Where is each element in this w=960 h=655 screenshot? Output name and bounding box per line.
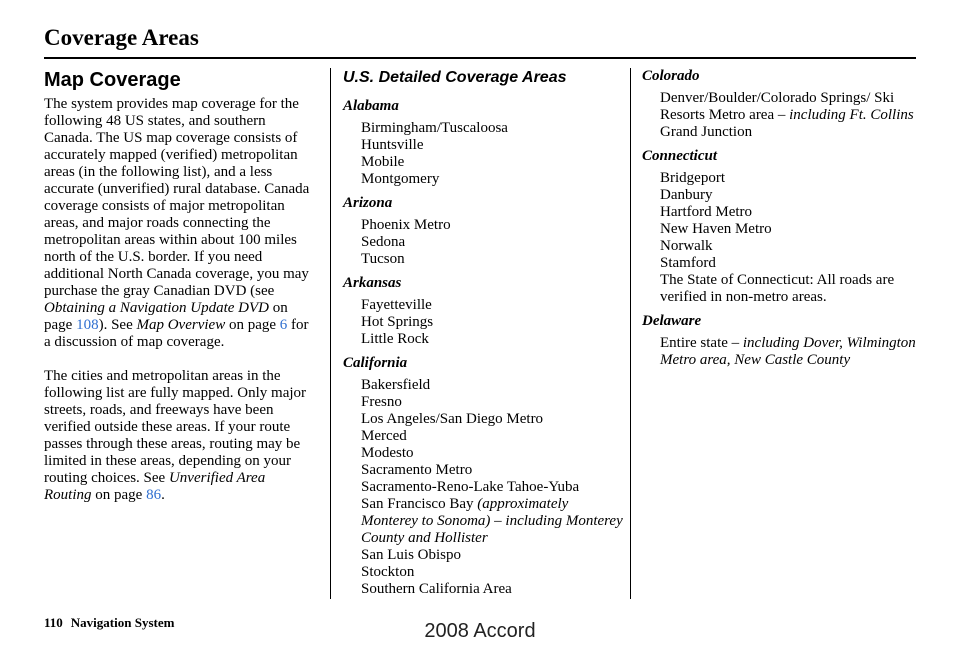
state-connecticut: Connecticut bbox=[642, 148, 718, 164]
verified-text-2: on page bbox=[91, 487, 147, 503]
page-number: 110 bbox=[44, 615, 63, 630]
city-item: Phoenix Metro bbox=[361, 217, 451, 233]
city-item: Little Rock bbox=[361, 331, 429, 347]
city-item: Mobile bbox=[361, 154, 405, 170]
city-item-entire-state bbox=[660, 335, 922, 369]
city-item: Stockton bbox=[361, 564, 415, 580]
denver-detail: including Ft. Collins bbox=[789, 107, 914, 123]
intro-ref-map-overview: Map Overview bbox=[136, 317, 226, 333]
city-item: Fayetteville bbox=[361, 297, 432, 313]
city-item-san-francisco bbox=[361, 496, 623, 547]
city-item: The State of Connecticut: All roads are verified in non-metro areas. bbox=[660, 272, 895, 305]
intro-text-5: for a discussion of map coverage. bbox=[44, 317, 309, 350]
us-coverage-heading: U.S. Detailed Coverage Areas bbox=[343, 69, 567, 86]
arizona-city-list bbox=[343, 217, 623, 268]
state-arizona: Arizona bbox=[343, 195, 393, 211]
city-item-denver bbox=[660, 90, 922, 124]
city-item: Bakersfield bbox=[361, 377, 431, 393]
city-item: Birmingham/Tuscaloosa bbox=[361, 120, 508, 136]
city-item: New Haven Metro bbox=[660, 221, 772, 237]
page-link-6[interactable]: 6 bbox=[279, 317, 288, 333]
entire-state-name: Entire state – bbox=[660, 335, 743, 351]
watermark: 2008 Accord bbox=[424, 620, 536, 642]
verified-text-1: The cities and metropolitan areas in the following list are fully mapped. Only major streets, roads, and freeways have been verified outside these areas. If your route passes through these areas, routing may be limited in these areas, depending on your routing choices. See bbox=[44, 368, 307, 486]
column-divider-1 bbox=[330, 68, 331, 599]
city-item: Grand Junction bbox=[660, 124, 753, 140]
city-item: Danbury bbox=[660, 187, 713, 203]
sf-bay-detail: (approximately Monterey to Sonoma) – including Monterey County and Hollister bbox=[361, 496, 623, 546]
sf-bay-name: San Francisco Bay bbox=[361, 496, 478, 512]
intro-text-4: on page bbox=[225, 317, 280, 333]
title-rule bbox=[44, 57, 916, 59]
city-item: Southern California Area bbox=[361, 581, 512, 597]
map-coverage-heading: Map Coverage bbox=[44, 69, 181, 91]
city-item: Hot Springs bbox=[361, 314, 434, 330]
city-item: Merced bbox=[361, 428, 407, 444]
city-item: Montgomery bbox=[361, 171, 440, 187]
page-link-108[interactable]: 108 bbox=[76, 317, 99, 333]
city-item: Hartford Metro bbox=[660, 204, 753, 220]
verified-ref-unverified-routing: Unverified Area Routing bbox=[44, 470, 266, 503]
intro-text-1: The system provides map coverage for the following 48 US states, and southern Canada. The US map coverage consists of accurately mapped (verified) metropolitan areas (in the following list), and a less accurate (unverified) rural database. Canada coverage consists of major metropolitan areas, and major roads connecting the metropolitan areas within about 100 miles north of the U.S. border. If you need additional North Canada coverage, you may purchase the gray Canadian DVD (see bbox=[44, 96, 310, 299]
city-item: Tucson bbox=[361, 251, 405, 267]
city-item: Norwalk bbox=[660, 238, 713, 254]
city-item: Huntsville bbox=[361, 137, 424, 153]
intro-text-3: ). See bbox=[98, 317, 137, 333]
page-title: Coverage Areas bbox=[44, 25, 199, 50]
state-arkansas: Arkansas bbox=[343, 275, 402, 291]
page-link-86[interactable]: 86 bbox=[146, 487, 162, 503]
state-colorado: Colorado bbox=[642, 68, 700, 84]
column-us-coverage bbox=[343, 68, 623, 598]
intro-paragraph bbox=[44, 96, 316, 351]
california-city-list bbox=[343, 377, 623, 598]
footer-section-label: Navigation System bbox=[70, 615, 175, 630]
city-item: Bridgeport bbox=[660, 170, 725, 186]
column-divider-2 bbox=[630, 68, 631, 599]
verified-text-3: . bbox=[161, 487, 165, 503]
column-us-coverage-cont bbox=[642, 68, 922, 369]
city-item: Fresno bbox=[361, 394, 402, 410]
city-item: Sedona bbox=[361, 234, 406, 250]
state-delaware: Delaware bbox=[642, 313, 702, 329]
city-item: Sacramento Metro bbox=[361, 462, 473, 478]
state-alabama: Alabama bbox=[343, 98, 399, 114]
city-item: Los Angeles/San Diego Metro bbox=[361, 411, 544, 427]
state-california: California bbox=[343, 355, 408, 371]
connecticut-city-list bbox=[642, 170, 922, 306]
colorado-city-list bbox=[642, 90, 922, 141]
column-map-coverage bbox=[44, 68, 316, 504]
intro-ref-obtaining-dvd: Obtaining a Navigation Update DVD bbox=[44, 300, 269, 316]
denver-name: Denver/Boulder/Colorado Springs/ Ski Resorts Metro area – bbox=[660, 90, 895, 123]
arkansas-city-list bbox=[343, 297, 623, 348]
city-item: Stamford bbox=[660, 255, 716, 271]
entire-state-detail: including Dover, Wilmington Metro area, New Castle County bbox=[660, 335, 916, 368]
verified-areas-paragraph bbox=[44, 368, 316, 504]
city-item: Modesto bbox=[361, 445, 414, 461]
alabama-city-list bbox=[343, 120, 623, 188]
city-item: Sacramento-Reno-Lake Tahoe-Yuba bbox=[361, 479, 580, 495]
intro-text-2: on page bbox=[44, 300, 288, 333]
delaware-city-list bbox=[642, 335, 922, 369]
city-item: San Luis Obispo bbox=[361, 547, 462, 563]
